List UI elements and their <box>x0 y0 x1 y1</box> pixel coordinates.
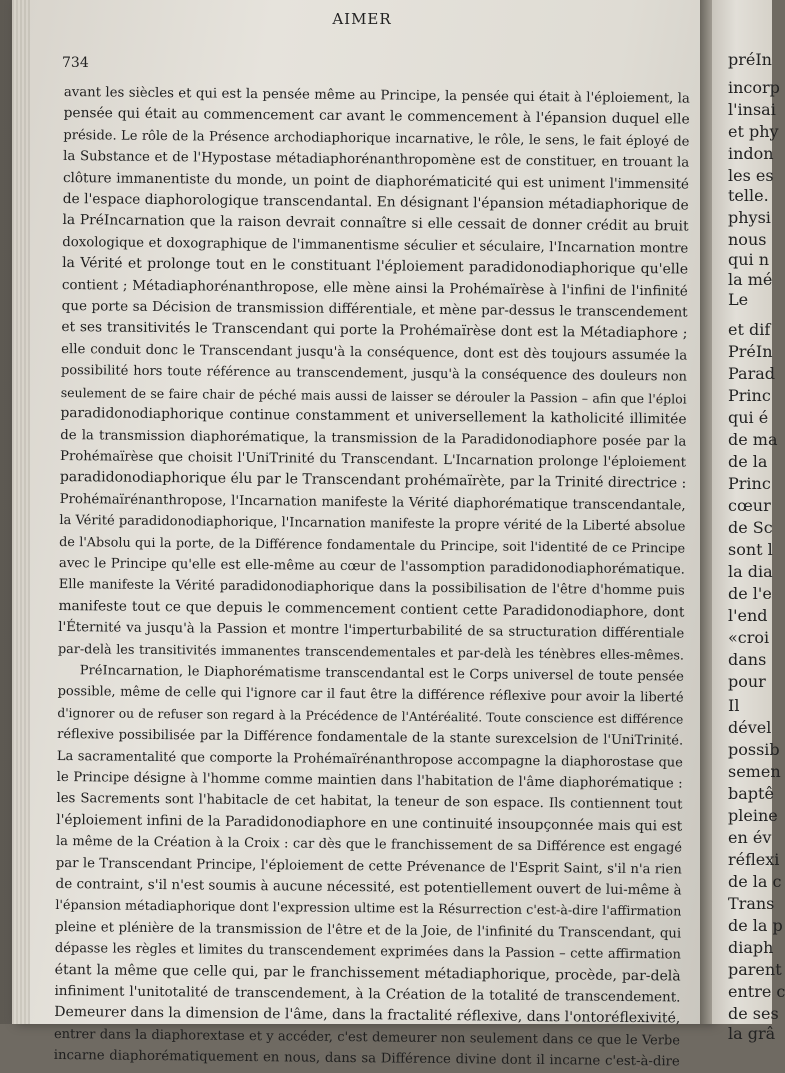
text-line: Demeurer dans la dimension de l'âme, dans la fractalité réflexive, dans l'ontoréflexivité, <box>54 1004 681 1027</box>
facing-page-fragment: de la c <box>728 872 782 891</box>
text-line: pensée qui était au commencement car avant le commencement à l'épansion duquel elle <box>63 105 690 128</box>
text-line: l'épansion métadiaphorique dont l'expression ultime est la Résurrection c'est-à-dire l'affirmation <box>55 898 682 920</box>
text-line: possibilité hors toute référence au transcendement, jusqu'à la conséquence des douleurs non <box>60 363 688 385</box>
text-line: Prohémaïrèse que choisit l'UniTrinité du Transcendant. L'Incarnation prolonge l'éploiement <box>60 448 687 471</box>
facing-page-fragment: pour <box>728 672 766 691</box>
body-text <box>54 82 690 1073</box>
facing-page-fragment: la mé <box>728 270 773 289</box>
facing-page-fragment: de ses <box>728 1004 779 1023</box>
facing-page-fragment: qui é <box>728 408 769 427</box>
facing-page-fragment: Princ <box>728 386 771 405</box>
text-line: réflexive possibilisée par la Différence fondamentale de la stante surexcelsion de l'UniTrinité. <box>57 727 684 749</box>
facing-page-fragment: pleine <box>728 806 778 825</box>
facing-page-fragment: de Sc <box>728 518 773 537</box>
text-line: par-delà les transitivités immanentes transcendementales et par-delà les ténèbres elles-mêmes. <box>57 641 685 664</box>
facing-page-fragment: sont l <box>728 540 773 559</box>
facing-page-fragment: de la <box>728 452 768 471</box>
text-line: la Vérité et prolonge tout en le constituant l'éploiement paradidonodiaphorique qu'elle <box>62 255 689 278</box>
facing-page-fragment: cœur <box>728 496 771 515</box>
facing-page-fragment: réflexi <box>728 850 780 869</box>
text-line: avec le Principe qu'elle est elle-même au cœur de l'assomption paradidonodiaphorématique. <box>58 555 686 578</box>
text-line: par le Transcendant Principe, l'éploiement de cette Prévenance de l'Esprit Saint, s'il n'a rien <box>55 855 682 878</box>
text-line: Prohémaïrénanthropose, l'Incarnation manifeste la Vérité diaphorématique transcendantale, <box>59 491 686 514</box>
text-line: de contraint, s'il n'est soumis à aucune nécessité, est potentiellement ouvert de lui-même à <box>55 875 682 899</box>
text-line: seulement de se faire chair de péché mais aussi de laisser se dérouler la Passion – afin que l'éploi <box>60 384 687 407</box>
facing-page-fragment: et dif <box>728 320 771 339</box>
facing-page-fragment: de l'e <box>728 584 772 603</box>
text-line: les Sacrements sont l'habitacle de cet habitat, la teneur de son espace. Ils contiennent tout <box>56 791 683 813</box>
facing-page-fragment: incorp <box>728 78 780 97</box>
text-line: clôture immanentiste du monde, un point de diaphorématicité qui est uniment l'immensité <box>62 169 690 193</box>
text-line: paradidonodiaphorique continue constamment et universellement la katholicité illimitée <box>60 405 687 428</box>
facing-page-fragment: Le <box>728 290 749 309</box>
facing-page-fragment: nous <box>728 230 767 249</box>
facing-page-fragment: les es <box>728 166 774 185</box>
text-line: contient ; Métadiaphorénanthropose, elle mène ainsi la Prohémaïrèse à l'infini de l'infinité <box>61 276 688 300</box>
facing-page-fragment: qui n <box>728 250 770 269</box>
facing-page-fragment: Parad <box>728 364 776 383</box>
facing-page-fragment: PréIn <box>728 342 773 361</box>
facing-page-fragment: dans <box>728 650 767 669</box>
facing-page-fragment: physi <box>728 208 771 227</box>
facing-page-fragment: diaph <box>728 938 774 957</box>
facing-page-fragment: et phy <box>728 122 779 141</box>
facing-page-fragment: l'insai <box>728 100 776 119</box>
facing-page-fragment: Trans <box>728 894 775 913</box>
text-line: le Principe désigne à l'homme comme maintien dans l'habitation de l'âme diaphorématique : <box>56 769 683 792</box>
text-line: la Vérité paradidonodiaphorique, l'Incarnation manifeste la propre vérité de la Liberté absolue <box>59 513 686 535</box>
facing-page-fragment: Il <box>728 696 740 715</box>
text-line: la même de la Création à la Croix : car dès que le franchissement de sa Différence est engagé <box>55 834 683 856</box>
text-line: de la transmission diaphorématique, la transmission de la Paradidonodiaphore posée par la <box>60 427 687 450</box>
text-line: étant la même que celle qui, par le franchissement métadiaphorique, procède, par-delà <box>54 961 681 985</box>
facing-page-fragment: l'end <box>728 606 768 625</box>
running-head: AIMER <box>332 10 392 28</box>
text-line: de l'espace diaphorologique transcendantal. En désignant l'épansion métadiaphorique de <box>62 191 689 214</box>
text-line: pleine et plénière de la transmission de l'être et de la Joie, de l'infinité du Transcendant, qui <box>55 919 682 942</box>
facing-page-fragment: possib <box>728 740 780 759</box>
text-line: d'ignorer ou de refuser son regard à la Précédence de l'Antéréalité. Toute conscience est différence <box>57 705 684 727</box>
text-line: infiniment l'unitotalité de transcendement, à la Création de la totalité de transcendement. <box>54 983 681 1006</box>
text-line: préside. Le rôle de la Présence archodiaphorique incarnative, le rôle, le sens, le fait éployé de <box>63 127 690 150</box>
facing-page-fragment: la dia <box>728 562 773 581</box>
text-line: possible, même de celle qui l'ignore car il faut être la différence réflexive pour avoir la liberté <box>57 684 684 706</box>
facing-page-fragment: «croi <box>728 628 770 647</box>
text-line: l'Éternité va jusqu'à la Passion et montre l'imperturbabilité de sa structuration différentiale <box>58 620 685 642</box>
facing-page-fragment: semen <box>728 762 781 781</box>
text-line: PréIncarnation, le Diaphorématisme transcendantal est le Corps universel de toute pensée <box>79 663 684 685</box>
text-line: la Substance et de l'Hypostase métadiaphorénanthropomène est de constituer, en trouant la <box>63 149 690 171</box>
text-line: paradidonodiaphorique élu par le Transcendant prohémaïrète, par la Trinité directrice : <box>59 469 687 492</box>
text-line: et ses transitivités le Transcendant qui porte la Prohémaïrèse dont est la Métadiaphore ; <box>61 319 688 343</box>
text-line: La sacramentalité que comporte la Prohémaïrénanthropose accompagne la diaphorostase que <box>56 748 683 771</box>
facing-page-fragment: telle. <box>728 186 769 205</box>
facing-page-fragment: entre c <box>728 982 785 1001</box>
facing-page-fragment: parent <box>728 960 782 979</box>
text-line: avant les siècles et qui est la pensée même au Principe, la pensée qui était à l'éploiement, la <box>63 84 690 107</box>
text-line: doxologique et doxographique de l'immanentisme séculier et séculaire, l'Incarnation montre <box>62 234 689 257</box>
facing-page-fragment: de ma <box>728 430 778 449</box>
text-line: Elle manifeste la Vérité paradidonodiaphorique dans la possibilisation de l'être d'homme puis <box>58 577 685 599</box>
text-line: dépasse les règles et limites du transcendement exprimées dans la Passion – cette affirmation <box>54 941 681 963</box>
page-number: 734 <box>62 55 89 71</box>
facing-page-fragment: dével <box>728 718 772 737</box>
facing-page-fragment: baptê <box>728 784 774 803</box>
facing-page-fragment: Princ <box>728 474 771 493</box>
text-line: manifeste tout ce que depuis le commencement contient cette Paradidonodiaphore, dont <box>58 597 685 621</box>
text-line: l'éploiement infini de la Paradidonodiaphore en une continuité insoupçonnée mais qui est <box>56 811 683 835</box>
book-page <box>12 0 712 1070</box>
text-line: que porte sa Décision de transmission différentiale, et mène par-dessus le transcendement <box>61 298 688 321</box>
facing-page-fragment: de la p <box>728 916 783 935</box>
text-line: entrer dans la diaphorextase et y accéder, c'est demeurer non seulement dans ce que le Verbe <box>53 1026 681 1049</box>
facing-page-fragment: en év <box>728 828 772 847</box>
facing-page <box>712 0 785 1043</box>
text-line: la PréIncarnation que la raison devrait connaître si elle cessait de donner crédit au bruit <box>62 212 689 235</box>
text-line: elle conduit donc le Transcendant jusqu'à la conséquence, dont est dès toujours assumée la <box>61 341 688 364</box>
page-stack-edge <box>12 0 30 1024</box>
text-line: de l'Absolu qui la porte, de la Différence fondamentale du Principe, soit l'identité de ce Principe <box>59 534 686 557</box>
facing-page-fragment: indon <box>728 144 774 163</box>
facing-page-fragment: préIn <box>728 50 772 69</box>
facing-page-fragment: la grâ <box>728 1024 776 1043</box>
text-line: incarne diaphorématiquement en nous, dans sa Différence divine dont il incarne c'est-à-dire <box>53 1048 680 1070</box>
